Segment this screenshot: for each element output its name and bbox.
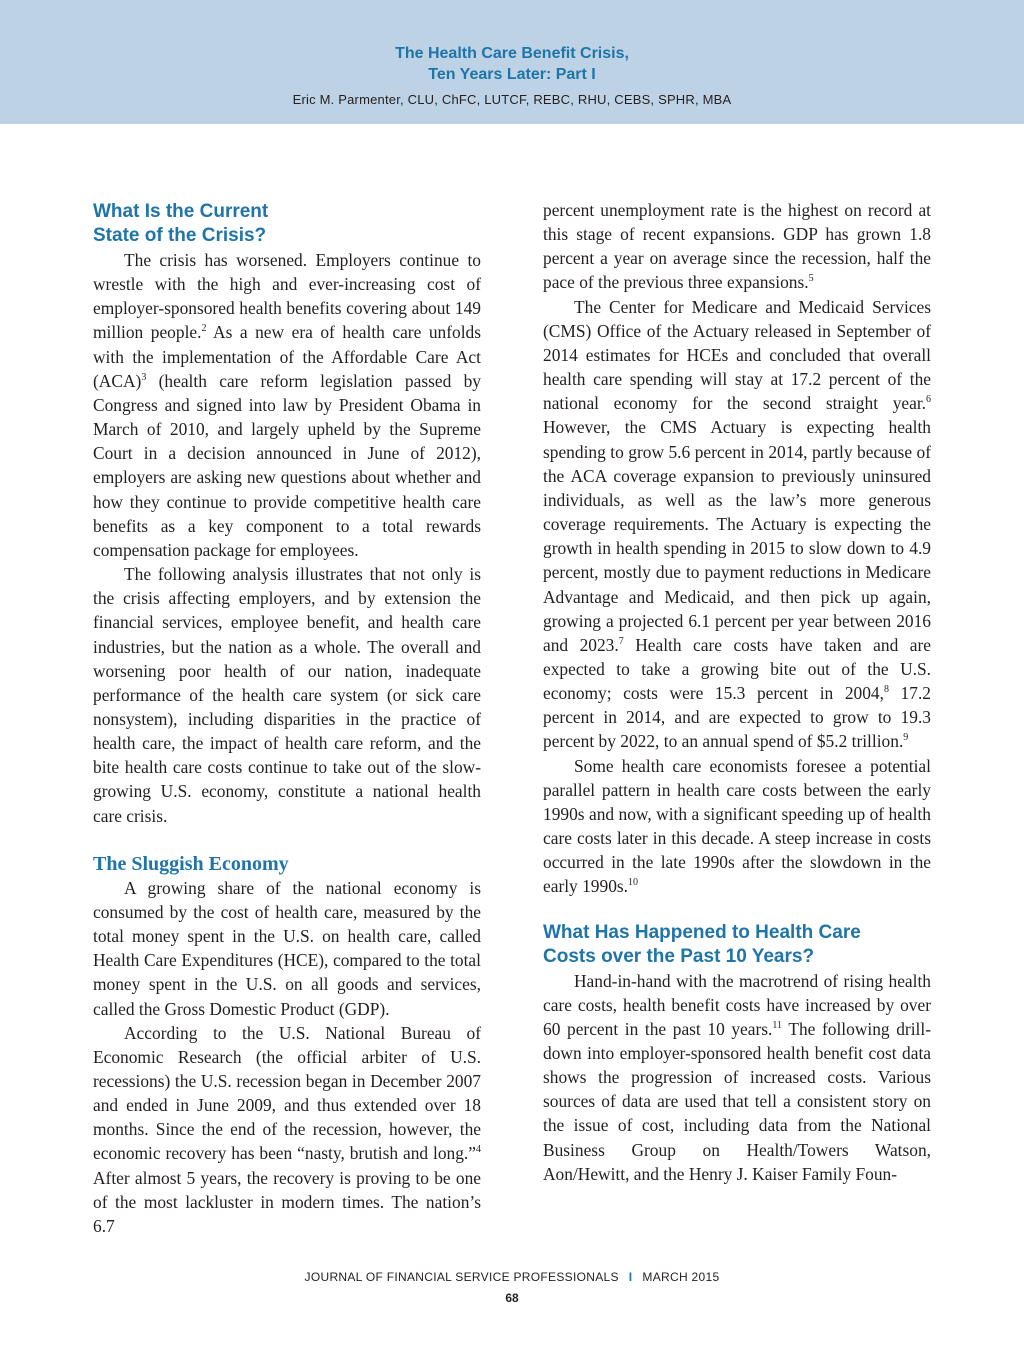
body-paragraph: Hand-in-hand with the macrotrend of rising health care costs, health benefit costs have increased by over 60 percent in the past 10 years.$^{11}$ The following drill-down into employer-sponsored health benefit cost data shows the progression of increased costs. Various sources of data are used that tell a consistent story on the issue of cost, including data from the National Business Group on Health/Towers Watson, Aon/Hewitt, and the Henry J. Kaiser Family Foun- bbox=[543, 970, 931, 1184]
heading-line: What Has Happened to Health Care bbox=[543, 921, 861, 943]
heading-line: The Sluggish Economy bbox=[93, 852, 289, 875]
article-title-line-2: Ten Years Later: Part I bbox=[428, 66, 596, 83]
body-paragraph: The following analysis illustrates that not only is the crisis affecting employers, and by extension the financial services, employee benefit, and health care industries, but the nation as a whole. The overall and worsening poor health of our nation, inadequate performance of the health care system (or sick care nonsystem), including disparities in the practice of health care, the impact of health care reform, and the bite health care costs continue to take out of the slow-growing U.S. economy, constitute a national health care crisis. bbox=[93, 564, 481, 826]
footnote-ref: 7 bbox=[618, 635, 624, 647]
body-paragraph-continued: percent unemployment rate is the highest on record at this stage of recent expansions. GDP has grown 1.8 percent a year on average since the recession, half the pace of the previous three expansions.$^5$ bbox=[543, 200, 931, 293]
heading-sluggish-economy bbox=[93, 852, 481, 876]
body-paragraph: The crisis has worsened. Employers continue to wrestle with the high and ever-increasing cost of employer-sponsored health benefits covering about 149 million people.$^2$ As a new era of health care unfolds with the implementation of the Affordable Care Act (ACA)$^3$ (health care reform legislation passed by Congress and signed into law by President Obama in March of 2010, and largely upheld by the Supreme Court in a decision announced in June of 2012), employers are asking new questions about whether and how they continue to provide competitive health care benefits as a key component to a total rewards compensation package for employees. bbox=[93, 250, 481, 560]
journal-name: JOURNAL OF FINANCIAL SERVICE PROFESSIONALS bbox=[304, 1270, 619, 1284]
right-column bbox=[543, 198, 931, 1186]
article-title-line-1: The Health Care Benefit Crisis, bbox=[395, 45, 629, 62]
footnote-ref: 8 bbox=[883, 684, 889, 696]
footer-separator: I bbox=[628, 1270, 633, 1284]
issue-date: MARCH 2015 bbox=[642, 1270, 720, 1284]
header-band bbox=[0, 0, 1024, 124]
footer-journal-line bbox=[0, 1270, 1024, 1284]
heading-past-10-years bbox=[543, 921, 931, 969]
heading-line: State of the Crisis? bbox=[93, 225, 267, 246]
footnote-ref: 11 bbox=[772, 1019, 783, 1031]
heading-current-state bbox=[93, 200, 481, 248]
article-author: Eric M. Parmenter, CLU, ChFC, LUTCF, REBC, RHU, CEBS, SPHR, MBA bbox=[292, 92, 732, 107]
page-number: 68 bbox=[505, 1291, 519, 1305]
body-paragraph: The Center for Medicare and Medicaid Services (CMS) Office of the Actuary released in September of 2014 estimates for HCEs and concluded that overall health care spending will stay at 17.2 percent of the national economy for the second straight year.$^6$ However, the CMS Actuary is expecting health spending to grow 5.6 percent in 2014, partly because of the ACA coverage expansion to previously uninsured individuals, as well as the law’s more generous coverage requirements. The Actuary is expecting the growth in health spending in 2015 to slow down to 4.9 percent, mostly due to payment reductions in Medicare Advantage and Medicaid, and then pick up again, growing a projected 6.1 percent per year between 2016 and 2023.$^7$ Health care costs have taken and are expected to take a growing bite out of the U.S. economy; costs were 15.3 percent in 2004,$^8$ 17.2 percent in 2014, and are expected to grow to 19.3 percent by 2022, to an annual spend of $5.2 trillion.$^9$ bbox=[543, 296, 931, 752]
footnote-ref: 4 bbox=[476, 1144, 481, 1156]
left-column bbox=[93, 198, 481, 1238]
footnote-ref: 2 bbox=[201, 323, 207, 335]
heading-line: What Is the Current bbox=[93, 201, 269, 222]
body-paragraph: A growing share of the national economy is consumed by the cost of health care, measured by the total money spent in the U.S. on health care, called Health Care Expenditures (HCE), compared to the total money spent in the U.S. on all goods and services, called the Gross Domestic Product (GDP). bbox=[93, 877, 481, 1019]
footnote-ref: 6 bbox=[926, 394, 931, 406]
heading-line: Costs over the Past 10 Years? bbox=[543, 945, 815, 967]
body-paragraph: Some health care economists foresee a potential parallel pattern in health care costs between the early 1990s and now, with a significant speeding up of health care costs later in this decade. A steep increase in costs occurred in the late 1990s after the slowdown in the early 1990s.$^{10}$ bbox=[543, 755, 931, 897]
footnote-ref: 3 bbox=[141, 371, 147, 383]
body-paragraph: According to the U.S. National Bureau of Economic Research (the official arbiter of U.S. recessions) the U.S. recession began in December 2007 and ended in June 2009, and thus extended over 18 months. Since the end of the recession, however, the economic recovery has been “nasty, brutish and long.”$^4$ After almost 5 years, the recovery is proving to be one of the most lackluster in modern times. The nation’s 6.7 bbox=[93, 1022, 481, 1236]
footnote-ref: 10 bbox=[628, 877, 639, 889]
footnote-ref: 5 bbox=[808, 273, 814, 285]
footnote-ref: 9 bbox=[903, 732, 909, 744]
